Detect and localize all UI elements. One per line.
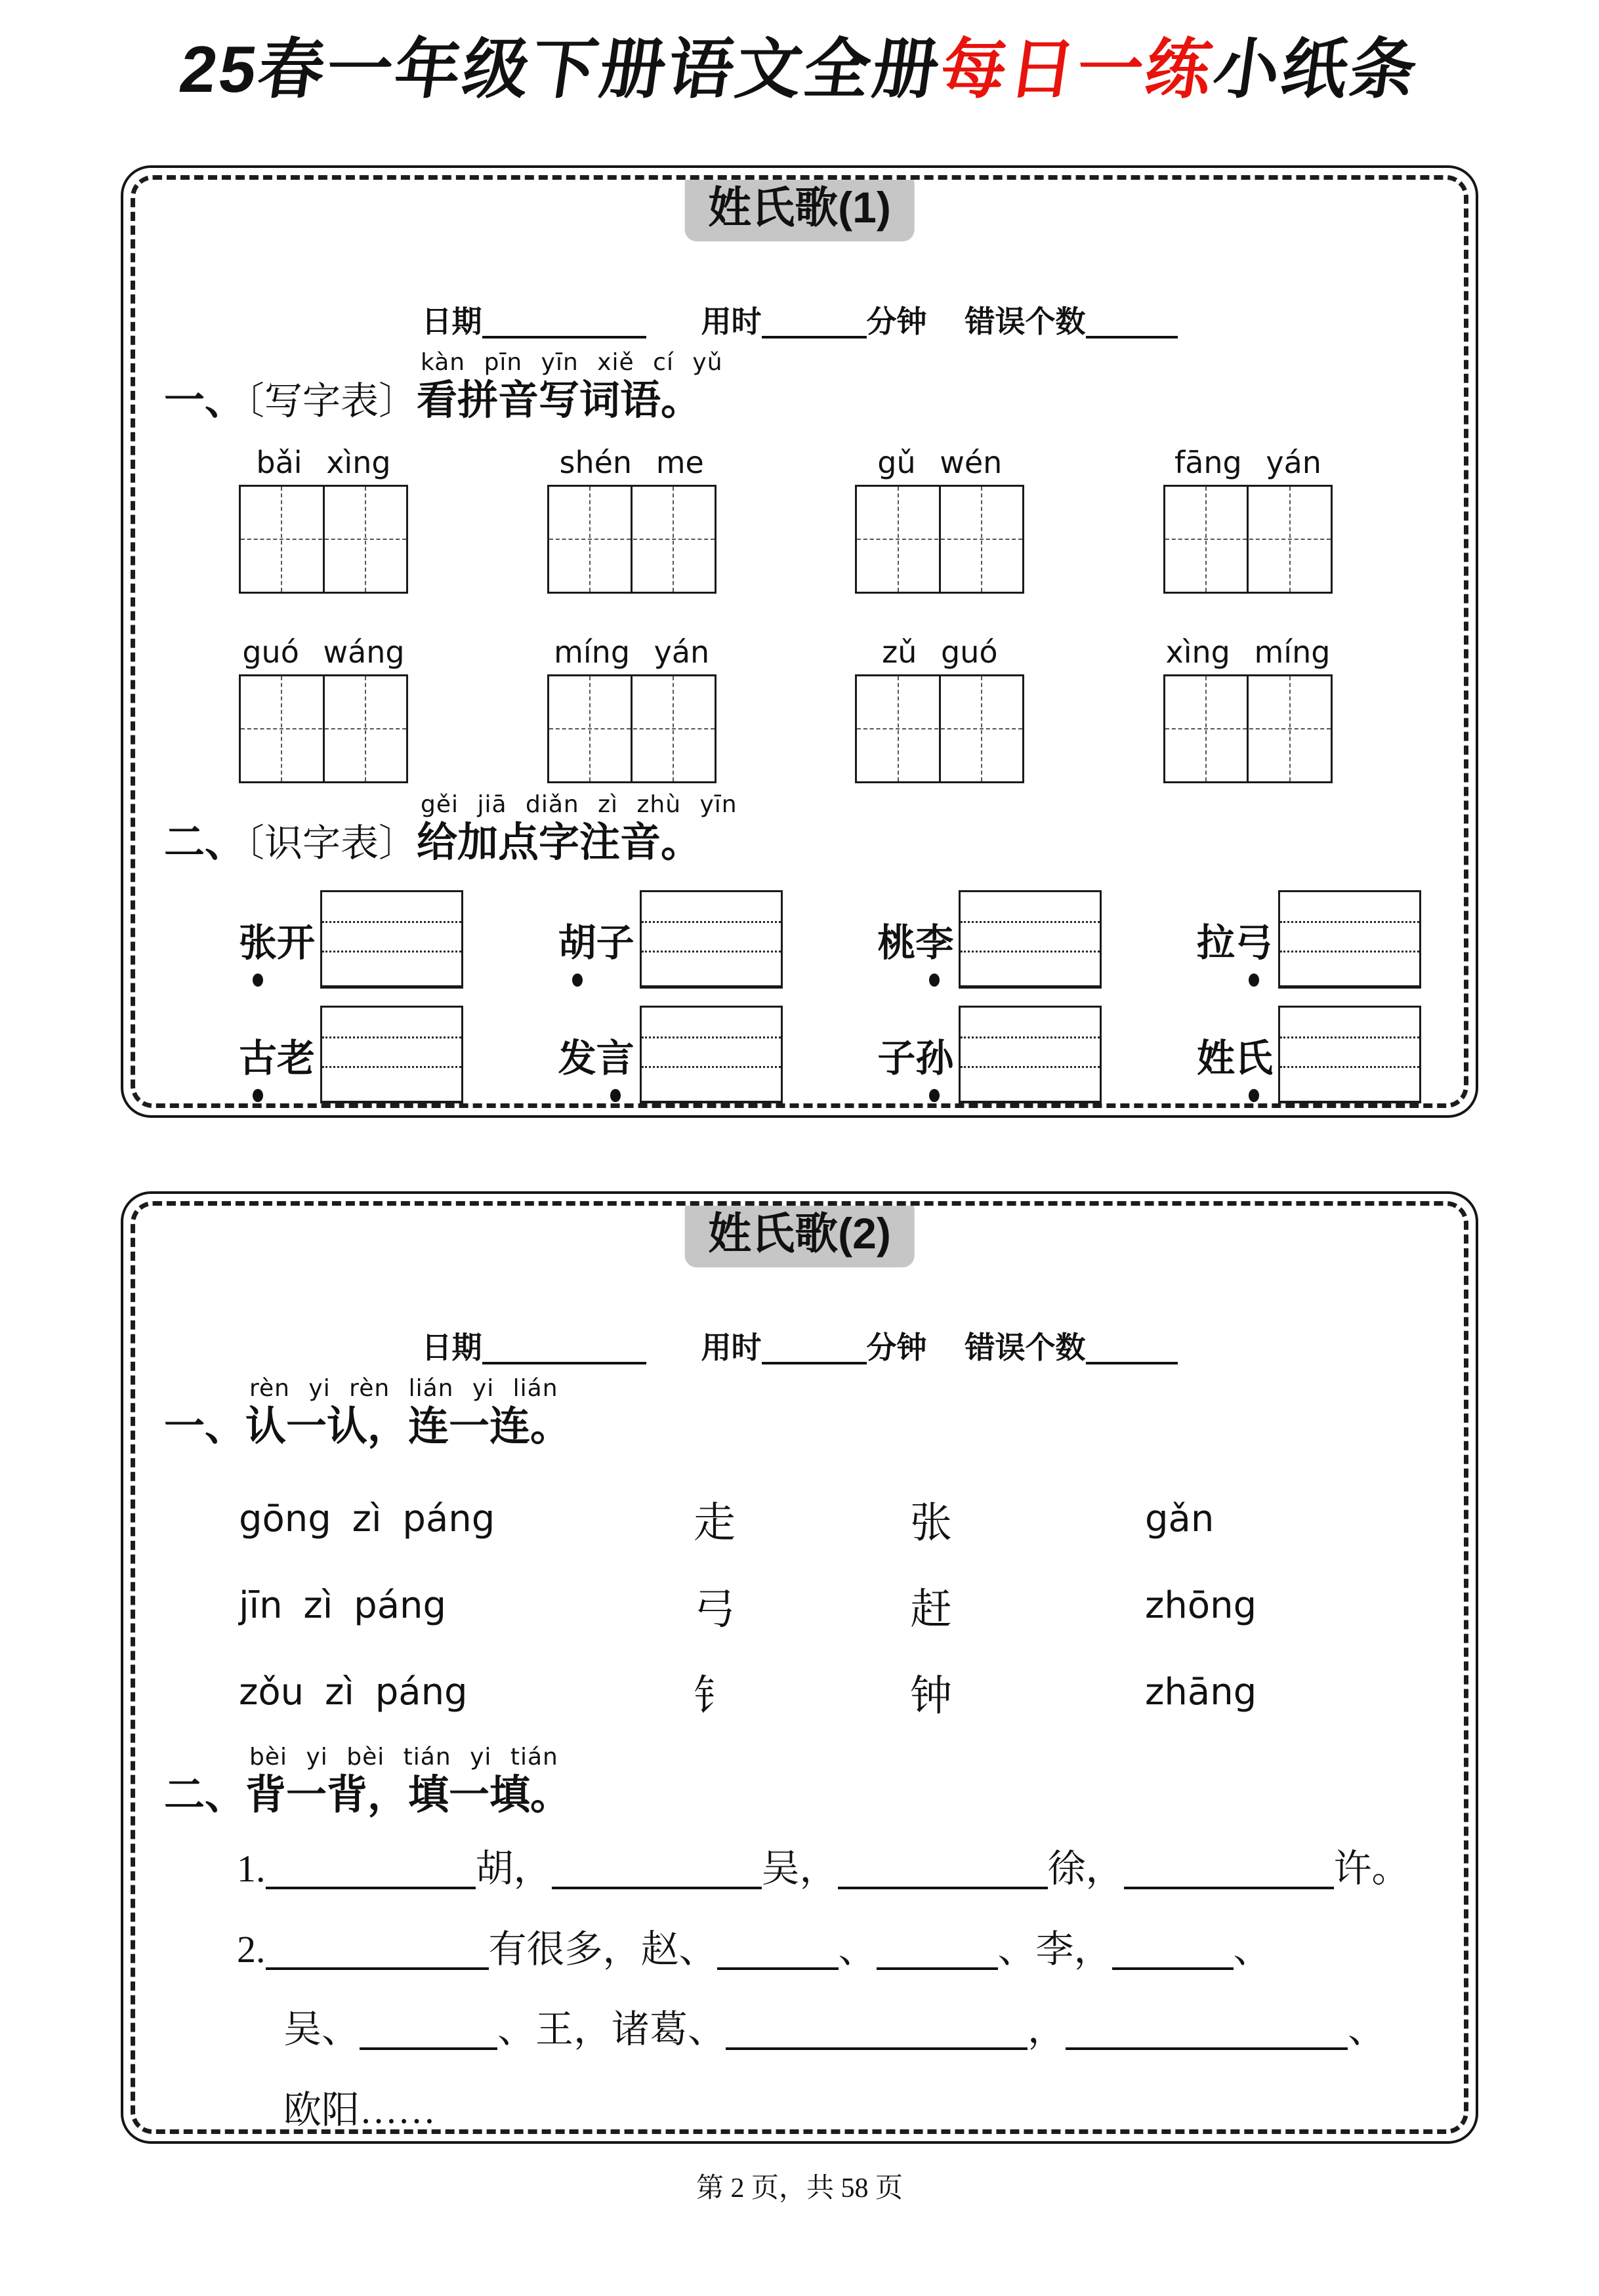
annotate-word bbox=[558, 912, 634, 967]
fill-text: 、 bbox=[838, 1927, 877, 1971]
annotate-item bbox=[1197, 1006, 1421, 1104]
tianzige-cell bbox=[631, 487, 715, 592]
pinyin-label: fāng yán bbox=[1174, 444, 1321, 480]
annotate-char: 发 bbox=[558, 1037, 596, 1080]
writing-grid-cell bbox=[547, 634, 716, 783]
tianzige-cell bbox=[939, 676, 1023, 781]
tianzige-cell bbox=[1247, 676, 1331, 781]
dotted-char: 张 bbox=[239, 912, 277, 967]
dotted-char: 孙 bbox=[915, 1027, 953, 1082]
pinyin-label: zǔ guó bbox=[882, 634, 998, 670]
card-2-inner bbox=[131, 1201, 1468, 2134]
section-tag: 〔识字表〕 bbox=[245, 821, 417, 865]
annotate-item bbox=[877, 890, 1102, 989]
section-title: 认一认，连一连。 bbox=[245, 1404, 571, 1449]
writing-grid-box bbox=[855, 674, 1024, 783]
match-hanzi-char: 张 bbox=[910, 1499, 952, 1546]
section-number: 一、 bbox=[164, 1404, 246, 1449]
writing-grid-box bbox=[547, 674, 716, 783]
fill-line bbox=[135, 1926, 1464, 1974]
minutes-label: 分钟 bbox=[866, 1331, 927, 1364]
annotate-char: 开 bbox=[277, 922, 316, 964]
writing-grid-box bbox=[239, 485, 408, 594]
section-tag: 〔写字表〕 bbox=[245, 380, 417, 422]
section-heading-pinyin: rèn yi rèn lián yi lián bbox=[249, 1375, 558, 1402]
writing-grid-row bbox=[135, 445, 1464, 594]
fill-text: 2. bbox=[237, 1927, 266, 1971]
time-blank bbox=[762, 336, 867, 338]
fill-blank bbox=[726, 2047, 1028, 2050]
dotted-char: 言 bbox=[596, 1027, 634, 1082]
dotted-char: 氏 bbox=[1235, 1027, 1273, 1082]
pinyin-label: bǎi xìng bbox=[256, 444, 391, 480]
fill-blank bbox=[552, 1887, 762, 1889]
fill-text: 、李， bbox=[997, 1927, 1112, 1971]
pinyin-answer-box bbox=[959, 1006, 1102, 1104]
annotate-item bbox=[877, 1006, 1102, 1104]
fill-text: 吴、 bbox=[283, 2008, 360, 2051]
section-title: 看拼音写词语。 bbox=[417, 378, 702, 423]
fill-text: 许。 bbox=[1333, 1847, 1410, 1890]
pinyin-label: gǔ wén bbox=[877, 444, 1003, 480]
match-hanzi-pinyin: zhōng bbox=[1145, 1584, 1257, 1627]
time-blank bbox=[762, 1362, 867, 1364]
fill-blank bbox=[1124, 1887, 1334, 1889]
tianzige-cell bbox=[241, 487, 323, 592]
fill-blank bbox=[838, 1887, 1048, 1889]
annotate-item bbox=[239, 1006, 463, 1104]
title-part-2: 小纸条 bbox=[1209, 33, 1424, 106]
match-radical-char: 钅 bbox=[694, 1672, 736, 1719]
annotate-char: 桃 bbox=[877, 922, 916, 964]
pinyin-label: shén me bbox=[559, 444, 704, 480]
annotate-char: 子 bbox=[596, 922, 634, 964]
fill-blank bbox=[877, 1967, 998, 1970]
section-heading-pinyin: bèi yi bèi tián yi tián bbox=[249, 1743, 558, 1771]
writing-grid-cell bbox=[1163, 634, 1333, 783]
pinyin-label: míng yán bbox=[554, 634, 710, 670]
fill-line bbox=[135, 2087, 1464, 2135]
fill-text: 、王，诸葛、 bbox=[497, 2008, 726, 2051]
annotate-char: 老 bbox=[277, 1037, 316, 1080]
card-2-section-2-heading bbox=[135, 1743, 1464, 1821]
section-title: 背一背，填一填。 bbox=[245, 1772, 571, 1818]
annotate-word bbox=[1197, 912, 1273, 967]
writing-grid-cell bbox=[855, 634, 1024, 783]
tianzige-cell bbox=[857, 487, 939, 592]
title-part-1: 25春一年级下册语文全册 bbox=[175, 33, 946, 106]
section-heading-pinyin: gěi jiā diǎn zì zhù yīn bbox=[421, 790, 737, 818]
page-title bbox=[0, 30, 1599, 109]
annotate-item-rows bbox=[135, 890, 1464, 1104]
errors-label: 错误个数 bbox=[965, 305, 1086, 338]
writing-grid-rows bbox=[135, 445, 1464, 783]
date-blank bbox=[482, 1362, 646, 1364]
fill-blank bbox=[717, 1967, 839, 1970]
fill-blank bbox=[1066, 2047, 1348, 2050]
dotted-char: 李 bbox=[915, 912, 953, 967]
section-number: 二、 bbox=[164, 819, 246, 865]
writing-grid-cell bbox=[239, 634, 408, 783]
writing-grid-box bbox=[1163, 674, 1333, 783]
fill-text: 欧阳…… bbox=[283, 2088, 436, 2131]
match-radical-pinyin: jīn zì páng bbox=[239, 1584, 447, 1627]
match-hanzi-char: 钟 bbox=[910, 1672, 952, 1719]
annotate-char: 子 bbox=[877, 1037, 916, 1080]
card-1-header: 姓氏歌(1) bbox=[684, 175, 915, 241]
fill-text: ， bbox=[1028, 2008, 1066, 2051]
tianzige-cell bbox=[1165, 676, 1247, 781]
fill-line bbox=[135, 2006, 1464, 2054]
match-hanzi-pinyin: gǎn bbox=[1145, 1498, 1215, 1540]
writing-grid-cell bbox=[547, 445, 716, 594]
fill-text: 、 bbox=[1348, 2008, 1386, 2051]
annotate-word bbox=[239, 912, 315, 967]
card-1-section-1-heading bbox=[135, 349, 1464, 426]
writing-grid-cell bbox=[855, 445, 1024, 594]
fill-blank bbox=[266, 1887, 476, 1889]
annotate-row bbox=[135, 890, 1464, 989]
card-1-section-2-heading bbox=[135, 790, 1464, 869]
fill-blank bbox=[266, 1967, 489, 1970]
tianzige-cell bbox=[549, 487, 631, 592]
tianzige-cell bbox=[939, 487, 1023, 592]
annotate-word bbox=[1197, 1027, 1273, 1082]
tianzige-cell bbox=[549, 676, 631, 781]
writing-grid-box bbox=[855, 485, 1024, 594]
card-1-date-line bbox=[135, 298, 1464, 341]
annotate-item bbox=[558, 1006, 783, 1104]
fill-blank bbox=[360, 2047, 497, 2050]
card-2-header: 姓氏歌(2) bbox=[684, 1201, 915, 1267]
fill-in-lines bbox=[135, 1845, 1464, 2134]
fill-text: 吴， bbox=[761, 1847, 838, 1890]
writing-grid-box bbox=[239, 674, 408, 783]
pinyin-answer-box bbox=[320, 1006, 463, 1104]
annotate-item bbox=[239, 890, 463, 989]
tianzige-cell bbox=[857, 676, 939, 781]
writing-grid-row bbox=[135, 634, 1464, 783]
minutes-label: 分钟 bbox=[866, 305, 927, 338]
annotate-word bbox=[877, 1027, 953, 1082]
writing-grid-cell bbox=[239, 445, 408, 594]
annotate-word bbox=[558, 1027, 634, 1082]
pinyin-label: xìng míng bbox=[1165, 634, 1331, 670]
dotted-char: 胡 bbox=[558, 912, 596, 967]
match-radical-pinyin: gōng zì páng bbox=[239, 1498, 495, 1540]
radical-match-grid bbox=[135, 1476, 1464, 1736]
tianzige-cell bbox=[631, 676, 715, 781]
match-radical-pinyin: zǒu zì páng bbox=[239, 1671, 468, 1713]
tianzige-cell bbox=[1165, 487, 1247, 592]
worksheet-card-2 bbox=[121, 1191, 1478, 2144]
tianzige-cell bbox=[323, 487, 407, 592]
match-hanzi-pinyin: zhāng bbox=[1145, 1671, 1257, 1713]
page-number: 第 2 页，共 58 页 bbox=[696, 2173, 903, 2204]
match-hanzi-char: 赶 bbox=[910, 1586, 952, 1633]
dotted-char: 古 bbox=[239, 1027, 277, 1082]
title-highlight: 每日一练 bbox=[936, 33, 1219, 106]
errors-blank bbox=[1086, 336, 1178, 338]
date-label: 日期 bbox=[421, 305, 482, 338]
date-label: 日期 bbox=[421, 1331, 482, 1364]
annotate-item bbox=[1197, 890, 1421, 989]
annotate-char: 姓 bbox=[1196, 1037, 1235, 1080]
fill-text: 徐， bbox=[1047, 1847, 1124, 1890]
pinyin-answer-box bbox=[640, 890, 783, 989]
fill-blank bbox=[1112, 1967, 1234, 1970]
pinyin-answer-box bbox=[640, 1006, 783, 1104]
annotate-item bbox=[558, 890, 783, 989]
fill-line bbox=[135, 1845, 1464, 1893]
worksheet-card-1 bbox=[121, 165, 1478, 1118]
date-blank bbox=[482, 336, 646, 338]
errors-blank bbox=[1086, 1362, 1178, 1364]
section-number: 二、 bbox=[164, 1772, 246, 1818]
annotate-row bbox=[135, 1006, 1464, 1104]
annotate-char: 拉 bbox=[1196, 922, 1235, 964]
match-radical-char: 弓 bbox=[694, 1586, 736, 1633]
card-2-section-1-heading bbox=[135, 1375, 1464, 1452]
pinyin-answer-box bbox=[959, 890, 1102, 989]
errors-label: 错误个数 bbox=[965, 1331, 1086, 1364]
tianzige-cell bbox=[241, 676, 323, 781]
tianzige-cell bbox=[1247, 487, 1331, 592]
annotate-word bbox=[239, 1027, 315, 1082]
worksheet-page bbox=[0, 30, 1599, 2205]
card-1-inner bbox=[131, 175, 1468, 1108]
match-radical-char: 走 bbox=[694, 1499, 736, 1546]
pinyin-answer-box bbox=[320, 890, 463, 989]
annotate-word bbox=[877, 912, 953, 967]
fill-text: 1. bbox=[237, 1847, 266, 1890]
section-title: 给加点字注音。 bbox=[417, 819, 702, 865]
writing-grid-cell bbox=[1163, 445, 1333, 594]
dotted-char: 弓 bbox=[1235, 912, 1273, 967]
section-heading-pinyin: kàn pīn yīn xiě cí yǔ bbox=[421, 349, 723, 376]
tianzige-cell bbox=[323, 676, 407, 781]
time-label: 用时 bbox=[701, 305, 762, 338]
time-label: 用时 bbox=[701, 1331, 762, 1364]
section-number: 一、 bbox=[164, 378, 246, 423]
fill-text: 有很多，赵、 bbox=[488, 1927, 717, 1971]
pinyin-answer-box bbox=[1278, 890, 1421, 989]
pinyin-answer-box bbox=[1278, 1006, 1421, 1104]
pinyin-label: guó wáng bbox=[242, 634, 405, 670]
card-2-date-line bbox=[135, 1324, 1464, 1367]
writing-grid-box bbox=[1163, 485, 1333, 594]
writing-grid-box bbox=[547, 485, 716, 594]
fill-text: 胡， bbox=[475, 1847, 552, 1890]
fill-text: 、 bbox=[1233, 1927, 1272, 1971]
